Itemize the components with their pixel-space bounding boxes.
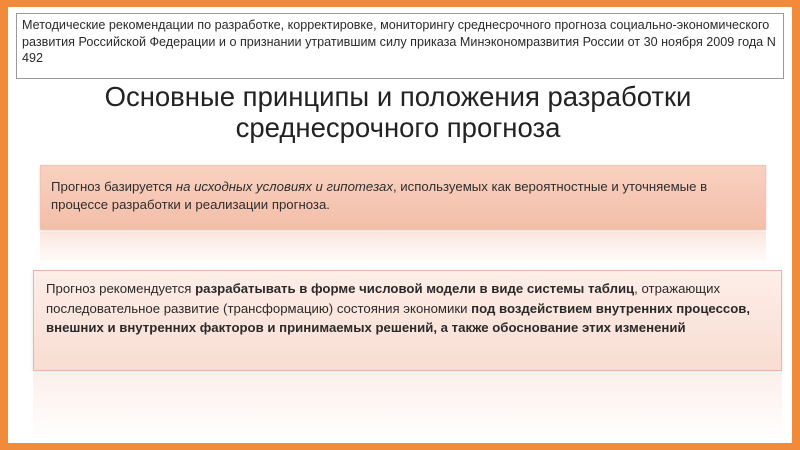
slide	[8, 7, 792, 443]
block2-text-bold-1: разрабатывать в форме числовой модели в виде системы таблиц	[195, 281, 635, 296]
block1-text-1: Прогноз базируется	[51, 179, 176, 194]
block1-reflection	[40, 232, 766, 266]
block2-text-3: , отражающих последовательное развитие (трансформацию) состояния экономики	[46, 281, 721, 316]
block1-text-italic: на исходных условиях и гипотезах	[175, 179, 393, 194]
source-note-box	[16, 13, 784, 79]
slide-title: Основные принципы и положения разработки среднесрочного прогноза	[104, 81, 692, 143]
block2-reflection	[33, 373, 782, 443]
principle-block-2	[33, 270, 782, 371]
principle-block-1	[40, 165, 766, 230]
source-note-text: Методические рекомендации по разработке, корректировке, мониторингу среднесрочного прогноза социально-экономического развития Российской Федерации и о признании утратившим силу приказа Минэкономразвития России от 30 ноября 2009 года N 492	[22, 18, 776, 65]
block2-text-1: Прогноз рекомендуется	[46, 281, 196, 296]
block2-text-bold-2: под воздействием внутренних процессов, внешних и внутренних факторов и принимаемых решений, а также обоснование этих изменений	[46, 300, 751, 335]
block1-text-3: , используемых как вероятностные и уточняемые в процессе разработки и реализации прогноза.	[51, 179, 708, 212]
